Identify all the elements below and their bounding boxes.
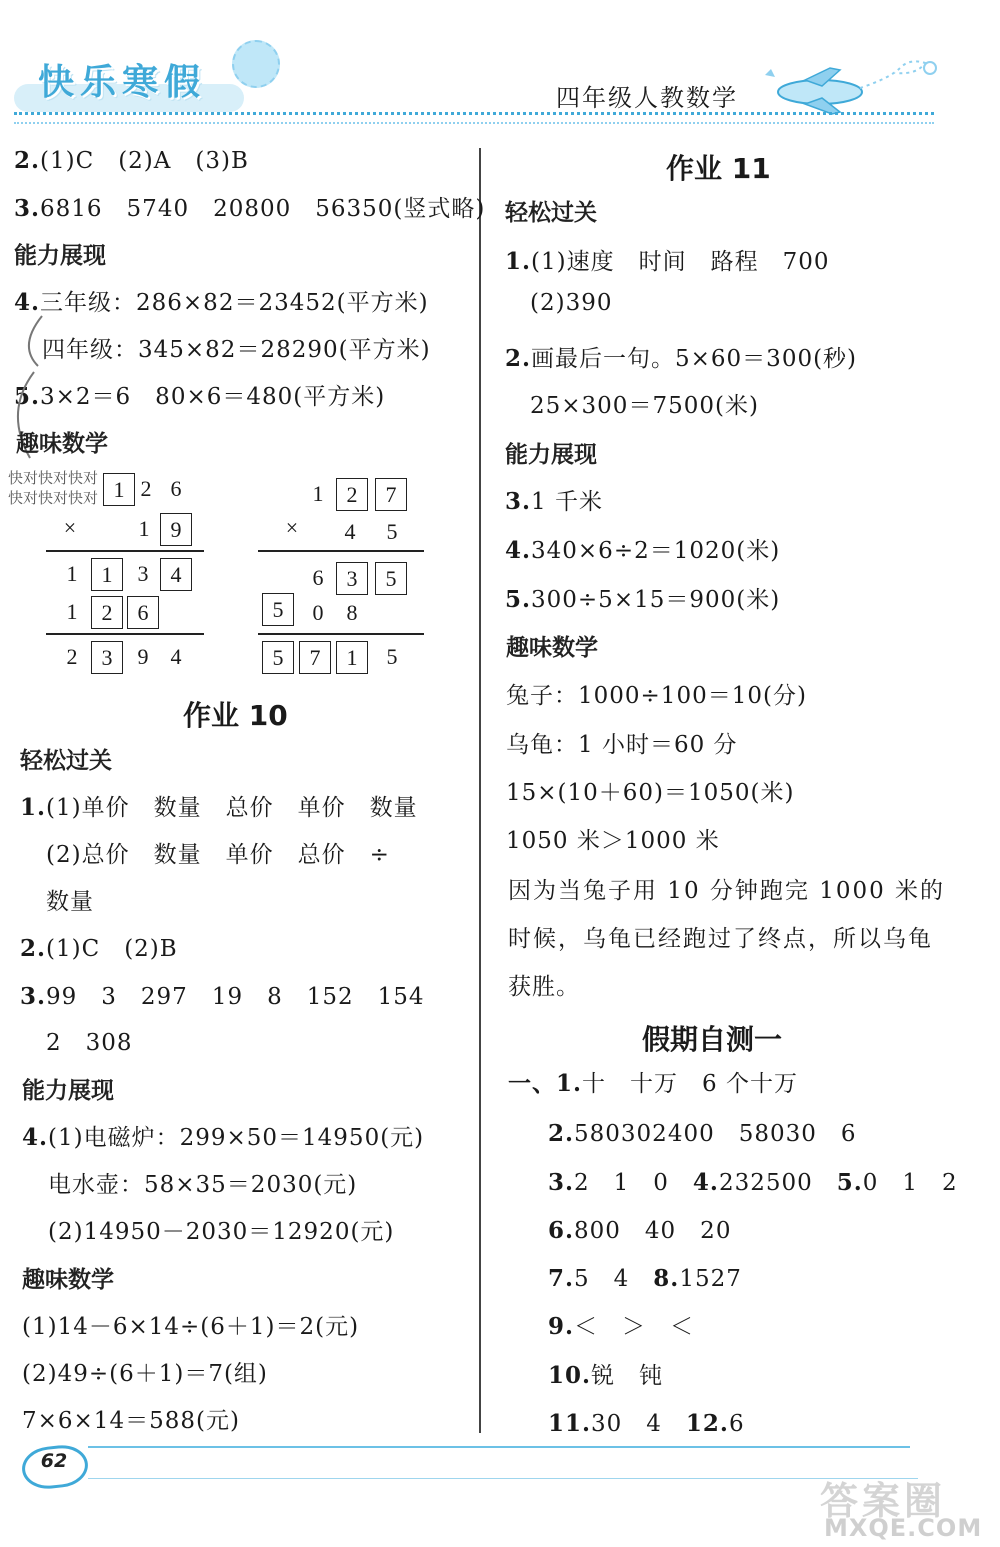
answer-line: 4.340×6÷2＝1020(米) — [505, 537, 781, 564]
homework-title: 作业 11 — [666, 152, 771, 185]
section-heading: 趣味数学 — [506, 635, 598, 661]
answer-line: 4.(1)电磁炉：299×50＝14950(元) — [22, 1124, 425, 1151]
answer-line: 7×6×14＝588(元) — [22, 1408, 240, 1434]
section-heading: 能力展现 — [14, 243, 106, 269]
answer-box: 2 — [91, 596, 123, 629]
digit: 9 — [137, 644, 149, 669]
answer-line: 15×(10＋60)＝1050(米) — [506, 780, 795, 806]
answer-line: 6.800 40 20 — [548, 1217, 732, 1244]
answer-line: 2.画最后一句。5×60＝300(秒) — [505, 345, 858, 372]
footer-line — [88, 1478, 918, 1479]
answer-line: (2)49÷(6＋1)＝7(组) — [22, 1361, 268, 1387]
answer-line: (2)390 — [530, 290, 613, 316]
digit: 1 — [66, 561, 78, 586]
watermark-url: MXQE.COM — [824, 1514, 983, 1542]
digit: 4 — [170, 644, 182, 669]
digit: 5 — [386, 644, 398, 669]
answer-line: 时候，乌龟已经跑过了终点，所以乌龟 — [508, 926, 933, 952]
section-heading: 能力展现 — [505, 442, 597, 468]
answer-box: 3 — [336, 562, 368, 595]
answer-line: 一、1.十 十万 6 个十万 — [508, 1070, 798, 1097]
watermark-text: 答案圈 — [820, 1479, 947, 1523]
section-heading: 趣味数学 — [16, 431, 108, 457]
digit: 0 — [312, 600, 324, 625]
answer-line: (2)14950－2030＝12920(元) — [48, 1219, 395, 1245]
answer-box: 9 — [160, 513, 192, 546]
answer-box: 1 — [336, 641, 368, 674]
answer-line: (2)总价 数量 单价 总价 ÷ — [46, 842, 390, 868]
digit: 2 — [66, 644, 78, 669]
calc-rule — [46, 550, 204, 552]
answer-box: 1 — [103, 473, 135, 506]
digit: 1 — [312, 481, 324, 506]
answer-line: 2.580302400 58030 6 — [548, 1120, 857, 1147]
answer-box: 7 — [375, 478, 407, 511]
answer-line: 1.(1)单价 数量 总价 单价 数量 — [20, 794, 418, 821]
watermark-logo — [820, 1470, 995, 1542]
answer-line: 乌龟：1 小时＝60 分 — [506, 732, 738, 758]
answer-line: 2 308 — [46, 1030, 133, 1056]
digit: 1 — [66, 599, 78, 624]
answer-line: 10.锐 钝 — [548, 1362, 664, 1389]
digit: 1 — [138, 516, 150, 541]
answer-line: 3.2 1 0 4.232500 5.0 1 2 — [548, 1169, 958, 1196]
stamp-watermark: 快对快对快对 快对快对快对 — [8, 469, 99, 507]
answer-box: 2 — [336, 478, 368, 511]
digit: 3 — [137, 561, 149, 586]
answer-line: 3.99 3 297 19 8 152 154 — [20, 983, 425, 1010]
answer-line: 3.6816 5740 20800 56350(竖式略) — [14, 195, 486, 222]
sun-icon — [232, 40, 280, 88]
header-divider — [14, 112, 934, 115]
answer-box: 3 — [91, 641, 123, 674]
answer-line: 7.5 4 8.1527 — [548, 1265, 742, 1292]
calc-rule — [258, 633, 424, 635]
multiply-sign: × — [63, 515, 77, 540]
answer-line: 11.30 4 12.6 — [548, 1410, 745, 1437]
test-title: 假期自测一 — [642, 1023, 783, 1056]
digit: 5 — [386, 519, 398, 544]
answer-line: 获胜。 — [508, 974, 580, 1000]
header-divider-2 — [14, 122, 934, 124]
page-number-badge — [22, 1446, 86, 1484]
answer-box: 4 — [160, 558, 192, 591]
book-logo — [14, 40, 254, 112]
answer-box: 5 — [262, 641, 294, 674]
section-heading: 轻松过关 — [505, 200, 597, 226]
answer-line: 5.300÷5×15＝900(米) — [505, 586, 781, 613]
digit: 6 — [170, 476, 182, 501]
answer-line: 25×300＝7500(米) — [530, 393, 759, 419]
section-heading: 轻松过关 — [20, 748, 112, 774]
answer-line: 1.(1)速度 时间 路程 700 — [505, 248, 830, 275]
answer-line: 1050 米＞1000 米 — [506, 828, 720, 854]
answer-line: 电水壶：58×35＝2030(元) — [48, 1172, 358, 1198]
answer-line: 4.三年级：286×82＝23452(平方米) — [14, 289, 429, 316]
section-heading: 趣味数学 — [22, 1267, 114, 1293]
answer-line: 四年级：345×82＝28290(平方米) — [42, 337, 431, 363]
airplane-icon — [760, 50, 940, 120]
answer-box: 6 — [127, 596, 159, 629]
answer-line: 3.1 千米 — [505, 488, 603, 515]
subject-title: 四年级人教数学 — [556, 84, 738, 112]
digit: 2 — [140, 476, 152, 501]
digit: 8 — [346, 600, 358, 625]
answer-box: 5 — [375, 562, 407, 595]
section-heading: 能力展现 — [22, 1078, 114, 1104]
answer-box: 1 — [91, 558, 123, 591]
calc-rule — [258, 550, 424, 552]
homework-title: 作业 10 — [183, 699, 288, 732]
answer-line: (1)14－6×14÷(6＋1)＝2(元) — [22, 1314, 360, 1340]
logo-title: 快乐寒假 — [38, 62, 207, 103]
calc-rule — [46, 633, 204, 635]
answer-box: 7 — [299, 641, 331, 674]
answer-line: 兔子：1000÷100＝10(分) — [506, 683, 807, 709]
answer-line: 数量 — [46, 889, 94, 915]
column-divider — [479, 148, 481, 1433]
answer-line: 9.＜ ＞ ＜ — [548, 1313, 695, 1340]
footer-line — [88, 1446, 910, 1448]
digit: 6 — [312, 565, 324, 590]
answer-line: 因为当兔子用 10 分钟跑完 1000 米的 — [508, 878, 946, 904]
answer-line: 2.(1)C (2)A (3)B — [14, 147, 249, 174]
answer-line: 5.3×2＝6 80×6＝480(平方米) — [14, 383, 386, 410]
answer-line: 2.(1)C (2)B — [20, 935, 178, 962]
multiply-sign: × — [285, 515, 299, 540]
digit: 4 — [344, 519, 356, 544]
answer-box: 5 — [262, 593, 294, 626]
page-number: 62 — [40, 1450, 68, 1472]
